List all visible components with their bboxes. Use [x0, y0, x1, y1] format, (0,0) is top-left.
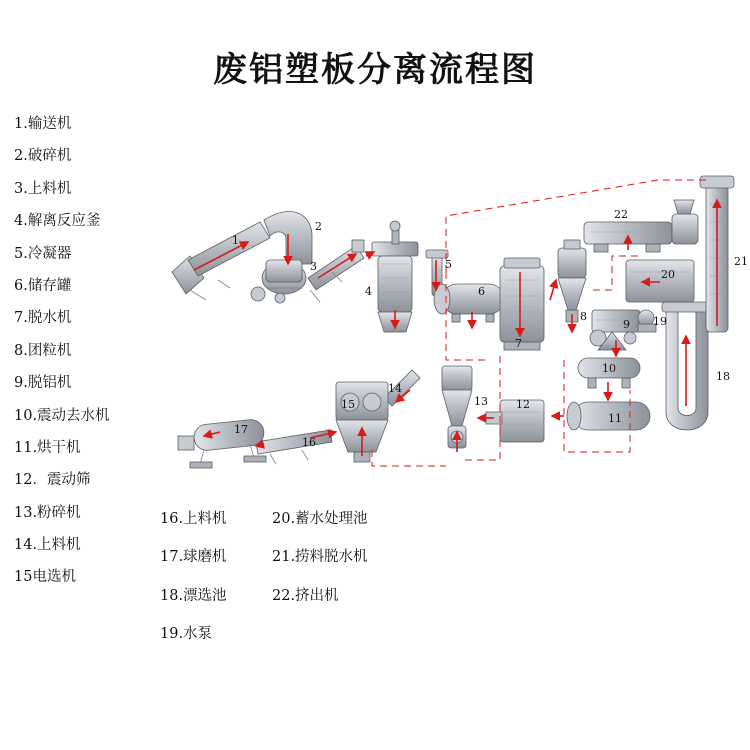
legend-middle-column [160, 511, 227, 665]
legend-item: 1.输送机 [14, 116, 72, 132]
svg-text:8: 8 [580, 310, 587, 323]
legend-item: 9.脱铝机 [14, 375, 72, 392]
legend-item: 18.漂选池 [160, 587, 227, 604]
legend-item: 5.冷凝器 [14, 245, 72, 262]
legend-item: 3.上料机 [14, 180, 72, 197]
svg-text:9: 9 [623, 318, 630, 331]
legend-item: 20.蓄水处理池 [272, 511, 368, 527]
svg-text:3: 3 [310, 260, 317, 273]
page-title: 废铝塑板分离流程图 [213, 50, 537, 90]
legend-item: 17.球磨机 [160, 549, 227, 566]
svg-text:21: 21 [734, 255, 748, 268]
legend-left-column [14, 116, 110, 602]
svg-text:11: 11 [608, 412, 622, 425]
svg-text:7: 7 [515, 337, 522, 350]
svg-text:6: 6 [478, 285, 485, 298]
legend-item: 19.水泵 [160, 626, 213, 643]
machine-ball-mill-17 [178, 418, 266, 468]
svg-text:2: 2 [315, 220, 322, 233]
machine-storage-tank-6 [434, 284, 504, 322]
legend-item: 13.粉碎机 [14, 504, 81, 521]
legend-item: 6.储存罐 [14, 277, 72, 294]
machine-extruder-22 [584, 200, 698, 252]
svg-text:16: 16 [302, 436, 316, 449]
legend-item: 22.挤出机 [272, 587, 339, 604]
legend-item: 21.捞料脱水机 [272, 549, 368, 566]
svg-text:12: 12 [516, 398, 530, 411]
legend-item: 2.破碎机 [14, 148, 72, 165]
legend-right-column [272, 511, 368, 626]
machine-vibrating-screen-12 [486, 400, 544, 442]
legend-item: 4.解离反应釜 [14, 213, 101, 230]
machine-flotation-tank-18 [662, 302, 712, 430]
legend-item: 12．震动筛 [14, 472, 91, 489]
svg-text:10: 10 [602, 362, 616, 375]
legend-item: 15电选机 [14, 569, 76, 586]
svg-text:13: 13 [474, 395, 488, 408]
machine-water-treatment-pool-20 [626, 260, 694, 302]
legend-item: 16.上料机 [160, 511, 227, 527]
svg-text:17: 17 [234, 423, 248, 436]
svg-text:18: 18 [716, 370, 730, 383]
svg-text:5: 5 [445, 258, 452, 271]
svg-text:1: 1 [232, 234, 239, 247]
svg-text:14: 14 [388, 382, 402, 395]
svg-text:4: 4 [365, 285, 372, 298]
svg-text:19: 19 [653, 315, 667, 328]
machine-dewatering-7 [500, 258, 544, 350]
legend-item: 14.上料机 [14, 537, 81, 554]
legend-item: 10.震动去水机 [14, 407, 110, 424]
svg-text:20: 20 [661, 268, 675, 281]
svg-text:22: 22 [614, 208, 628, 221]
process-flow-diagram [160, 160, 750, 490]
legend-item: 7.脱水机 [14, 310, 72, 327]
legend-item: 8.团粒机 [14, 342, 72, 359]
legend-item: 11.烘干机 [14, 439, 81, 456]
machine-aluminum-separator-9 [590, 310, 640, 350]
svg-text:15: 15 [341, 398, 355, 411]
